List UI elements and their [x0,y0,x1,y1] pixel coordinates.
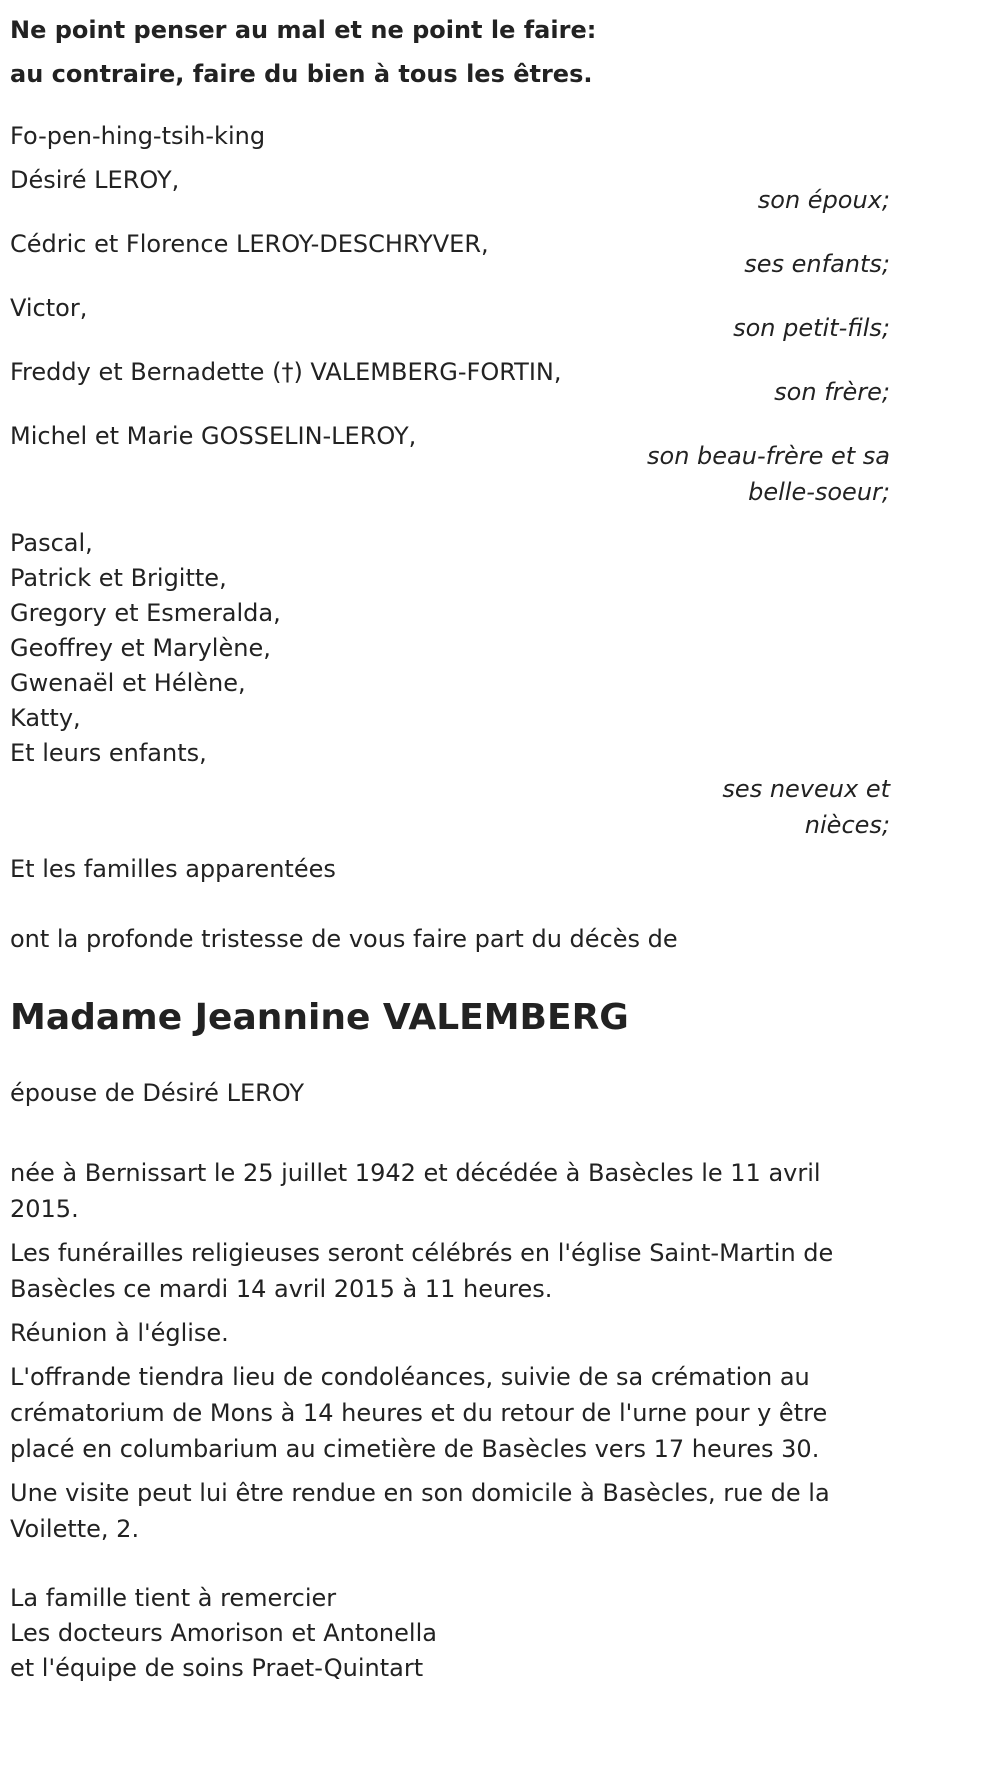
epigraph-line: au contraire, faire du bien à tous les êtres. [10,60,593,88]
family-relation: son époux; [757,186,890,214]
related-families: Et les familles apparentées [10,855,336,883]
list-item: Et leurs enfants, [10,739,207,767]
paragraph: née à Bernissart le 25 juillet 1942 et décédée à Basècles le 11 avril 2015. [10,1159,821,1223]
family-relation: son petit-fils; [733,314,890,342]
list-item: Gwenaël et Hélène, [10,669,246,697]
deceased-name: Madame Jeannine VALEMBERG [10,997,629,1038]
paragraph: L'offrande tiendra lieu de condoléances, suivie de sa crémation au crématorium de Mons à 14 heures et du retour de l'urne pour y être placé en columbarium au cimetière de Basècles vers 17 heures 30. [10,1363,828,1463]
family-member-name: Michel et Marie GOSSELIN-LEROY, [10,422,417,450]
paragraph: Une visite peut lui être rendue en son domicile à Basècles, rue de la Voilette, 2. [10,1479,830,1543]
paragraph: Les funérailles religieuses seront célébrés en l'église Saint-Martin de Basècles ce mardi 14 avril 2015 à 11 heures. [10,1239,834,1303]
nephews-relation: ses neveux et nièces; [722,775,890,839]
announcement: ont la profonde tristesse de vous faire part du décès de [10,925,678,953]
thanks-line: Les docteurs Amorison et Antonella [10,1619,437,1647]
family-member-name: Victor, [10,294,88,322]
list-item: Patrick et Brigitte, [10,564,227,592]
family-relation: son frère; [774,378,890,406]
epigraph-source: Fo-pen-hing-tsih-king [10,122,266,150]
nephews-list [10,526,890,771]
family-member-name: Désiré LEROY, [10,166,180,194]
thanks-line: et l'équipe de soins Praet-Quintart [10,1654,424,1682]
family-relation: son beau-frère et sa belle-soeur; [647,442,890,506]
list-item: Geoffrey et Marylène, [10,634,271,662]
list-item: Katty, [10,704,81,732]
details [10,1155,890,1547]
list-item: Gregory et Esmeralda, [10,599,281,627]
epigraph [10,8,890,96]
family-list [10,162,890,518]
list-item: Pascal, [10,529,93,557]
family-member-name: Freddy et Bernadette (†) VALEMBERG-FORTIN, [10,358,562,386]
paragraph: Réunion à l'église. [10,1319,229,1347]
spouse-line: épouse de Désiré LEROY [10,1079,305,1107]
family-member-name: Cédric et Florence LEROY-DESCHRYVER, [10,230,489,258]
family-relation: ses enfants; [744,250,890,278]
epigraph-line: Ne point penser au mal et ne point le faire: [10,16,597,44]
thanks-block [10,1581,890,1686]
thanks-line: La famille tient à remercier [10,1584,337,1612]
